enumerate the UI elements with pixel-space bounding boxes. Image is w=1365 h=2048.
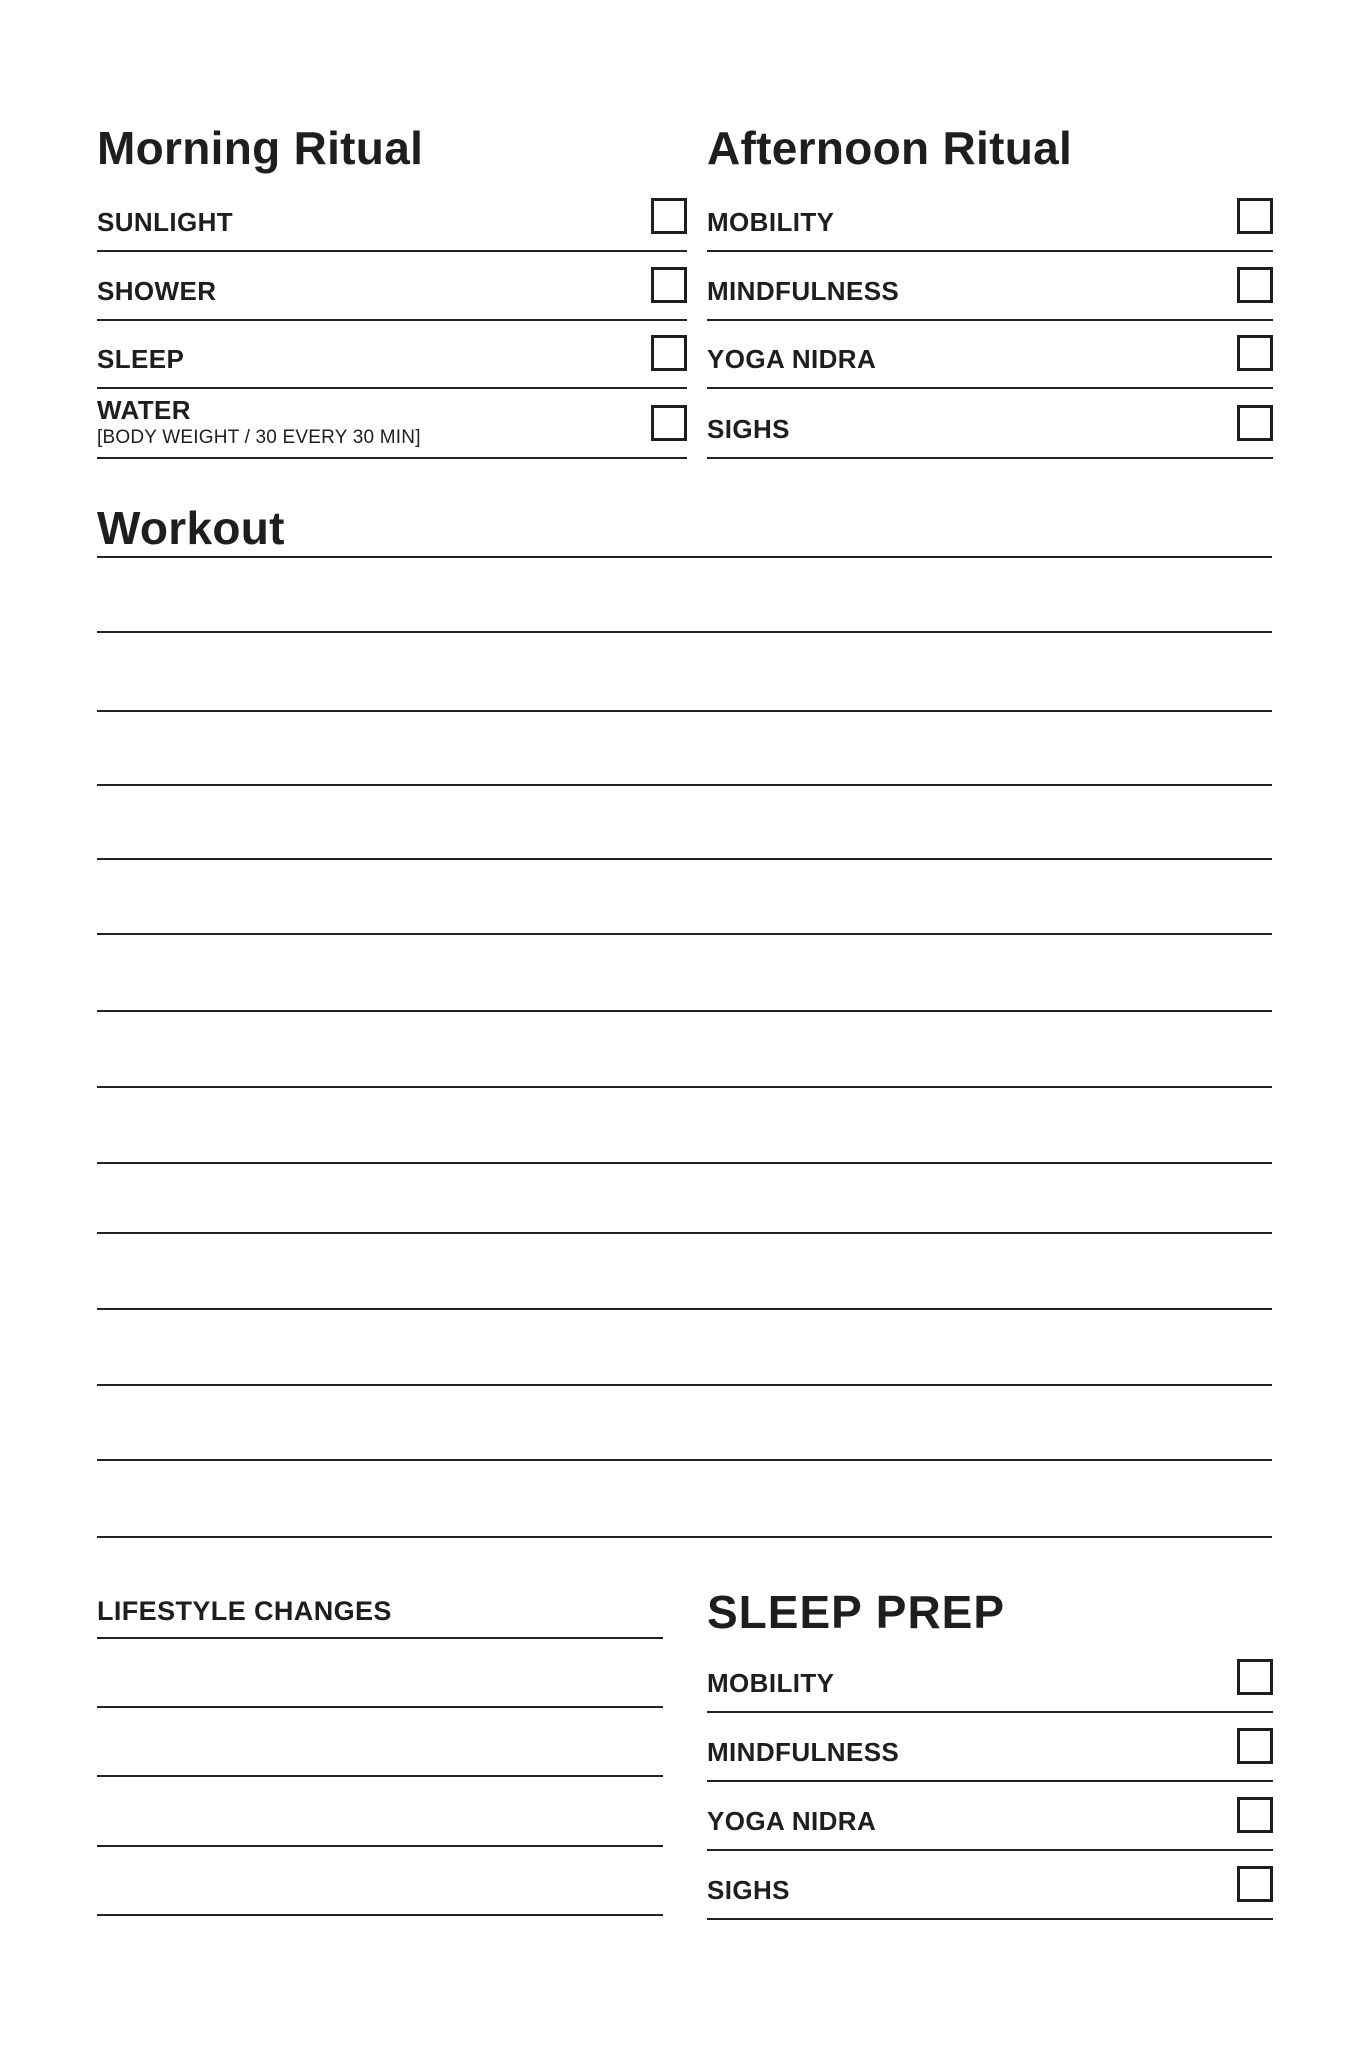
sunlight-checkbox[interactable]: [651, 198, 687, 234]
item-label: MINDFULNESS: [707, 1737, 900, 1767]
item-label: SHOWER: [97, 276, 217, 306]
afternoon-item-yoga-nidra: [707, 321, 1273, 389]
yoga-nidra-checkbox[interactable]: [1237, 1797, 1273, 1833]
lifestyle-line[interactable]: [97, 1775, 663, 1777]
workout-line[interactable]: [97, 1010, 1272, 1012]
sighs-checkbox[interactable]: [1237, 405, 1273, 441]
item-label: YOGA NIDRA: [707, 1806, 877, 1836]
item-label: MOBILITY: [707, 207, 835, 237]
morning-item-sunlight: [97, 186, 687, 252]
mindfulness-checkbox[interactable]: [1237, 267, 1273, 303]
sleep-prep-item-mindfulness: [707, 1713, 1273, 1782]
water-note: [BODY WEIGHT / 30 EVERY 30 MIN]: [97, 427, 421, 448]
workout-line[interactable]: [97, 933, 1272, 935]
mindfulness-checkbox[interactable]: [1237, 1728, 1273, 1764]
item-label: MOBILITY: [707, 1668, 835, 1698]
lifestyle-title-rule: [97, 1637, 663, 1639]
workout-line[interactable]: [97, 784, 1272, 786]
workout-line[interactable]: [97, 858, 1272, 860]
workout-line[interactable]: [97, 1086, 1272, 1088]
item-label: YOGA NIDRA: [707, 344, 877, 374]
yoga-nidra-checkbox[interactable]: [1237, 335, 1273, 371]
item-label: SUNLIGHT: [97, 207, 234, 237]
morning-item-sleep: [97, 321, 687, 389]
shower-checkbox[interactable]: [651, 267, 687, 303]
afternoon-item-sighs: [707, 389, 1273, 459]
afternoon-item-mobility: [707, 186, 1273, 252]
workout-line[interactable]: [97, 1536, 1272, 1538]
mobility-checkbox[interactable]: [1237, 1659, 1273, 1695]
workout-title-rule: [97, 556, 1272, 558]
sleep-checkbox[interactable]: [651, 335, 687, 371]
water-label: WATER: [97, 395, 191, 425]
item-label: SIGHS: [707, 414, 790, 444]
afternoon-ritual-title: Afternoon Ritual: [707, 122, 1073, 174]
workout-title: Workout: [97, 502, 285, 554]
workout-line[interactable]: [97, 631, 1272, 633]
item-label: [97, 395, 421, 449]
workout-line[interactable]: [97, 1384, 1272, 1386]
lifestyle-line[interactable]: [97, 1914, 663, 1916]
morning-ritual-title: Morning Ritual: [97, 122, 424, 174]
lifestyle-changes-title: LIFESTYLE CHANGES: [97, 1596, 392, 1626]
sleep-prep-item-mobility: [707, 1650, 1273, 1713]
item-label: SIGHS: [707, 1875, 790, 1905]
sighs-checkbox[interactable]: [1237, 1866, 1273, 1902]
morning-item-water: [97, 389, 687, 459]
workout-line[interactable]: [97, 1232, 1272, 1234]
sleep-prep-item-yoga-nidra: [707, 1782, 1273, 1851]
mobility-checkbox[interactable]: [1237, 198, 1273, 234]
lifestyle-line[interactable]: [97, 1706, 663, 1708]
sleep-prep-item-sighs: [707, 1851, 1273, 1920]
morning-item-shower: [97, 252, 687, 321]
afternoon-item-mindfulness: [707, 252, 1273, 321]
sleep-prep-title: SLEEP PREP: [707, 1586, 1006, 1638]
water-checkbox[interactable]: [651, 405, 687, 441]
workout-line[interactable]: [97, 1308, 1272, 1310]
workout-line[interactable]: [97, 1162, 1272, 1164]
workout-line[interactable]: [97, 1459, 1272, 1461]
item-label: SLEEP: [97, 344, 185, 374]
lifestyle-line[interactable]: [97, 1845, 663, 1847]
item-label: MINDFULNESS: [707, 276, 900, 306]
workout-line[interactable]: [97, 710, 1272, 712]
